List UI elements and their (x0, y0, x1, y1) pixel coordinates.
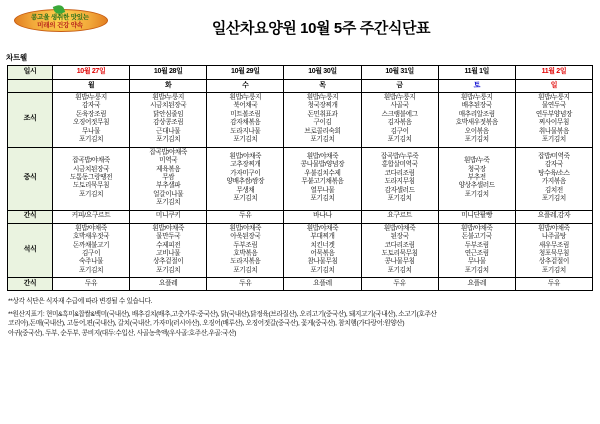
footnote-origin-line-1: 코리아),돈매(국내산), 고동어,편(국내산), 갈치(국내산, 가자미(러시아산), 오징어(배루산), 오징어젓갈(중국산), 꽃게(중국산), 참치햄(가다랑어:원양산) (8, 320, 405, 328)
footnote-origin-line-2: 아귀(중국산), 두부, 순두부, 콩비지(대두:수입산, 사골농축액(우사골:호주산,우골:국산) (8, 329, 237, 337)
menu-cell-3-0 (53, 223, 130, 278)
menu-item: 김치전 (544, 186, 563, 194)
menu-item: 잡밥/미역죽 (538, 152, 570, 160)
page-header (0, 0, 600, 50)
menu-item: 흰밥/누룽지 (306, 94, 339, 101)
snack-cell-2-3: 바나나 (284, 210, 361, 223)
day-header-4: 금 (361, 80, 438, 93)
snack-cell-4-4: 두유 (361, 278, 438, 291)
menu-item: 흰밥/야채죽 (306, 224, 339, 232)
menu-cell-0-2 (207, 93, 284, 148)
date-header-6: 11월 2일 (515, 66, 592, 80)
row-label-4: 간식 (8, 278, 53, 291)
menu-cell-0-3 (284, 93, 361, 148)
menu-item: 무나물 (82, 127, 101, 135)
menu-item: 고비나물 (156, 250, 181, 257)
menu-item: 미역국 (159, 157, 178, 165)
menu-item: 나주골탕 (541, 233, 566, 241)
menu-item: 감자국 (82, 102, 101, 110)
menu-item: 코다리조림 (384, 169, 415, 177)
menu-item: 포기김치 (310, 266, 335, 274)
menu-item: 물연두국 (541, 102, 566, 110)
menu-item: 도라지볶음 (230, 258, 261, 266)
snack-cell-2-5: 미니단팥빵 (438, 210, 515, 223)
menu-item: 탕수육/소스 (538, 169, 570, 177)
menu-item: 포기김치 (233, 195, 258, 203)
menu-item: 연두부양념장 (535, 110, 572, 118)
menu-item: 포기김치 (387, 195, 412, 203)
menu-item: 우불김치수제 (304, 169, 341, 177)
sheet-tab-label: 차트웰 (6, 53, 27, 62)
menu-item: 흰밥/야채죽 (229, 152, 262, 160)
menu-item: 감상콩조림 (153, 119, 184, 127)
menu-item: 청국장찌개 (307, 102, 338, 110)
menu-item: 감자채볶음 (230, 119, 261, 127)
menu-cell-0-6 (515, 93, 592, 148)
menu-item: 흰밥/야채죽 (538, 224, 570, 232)
menu-item: 김구이 (390, 127, 409, 135)
menu-item: 배추된장국 (461, 102, 492, 110)
menu-item: 상추겉절이 (538, 258, 569, 266)
menu-cell-3-6 (515, 223, 592, 278)
snack-cell-4-5: 요플레 (438, 278, 515, 291)
menu-item: 물만두국 (156, 233, 181, 241)
page-title: 일산차요양원 10월 5주 주간식단표 (211, 19, 431, 37)
menu-item: 양배추쌈/쌈장 (226, 178, 265, 186)
table-row (8, 93, 593, 148)
footnote-origin (8, 310, 600, 339)
menu-item: 시금치된장국 (150, 102, 187, 110)
menu-item: 어묵볶음 (310, 250, 335, 257)
menu-item: 호박새우젓볶음 (455, 119, 498, 127)
menu-item: 흰밥/야채죽 (460, 224, 493, 232)
menu-cell-1-1 (130, 147, 207, 210)
menu-item: 아욱된장국 (230, 233, 261, 241)
menu-item: 닭안심줄임 (153, 110, 184, 118)
menu-item: 도토리묵무침 (381, 250, 418, 257)
organization-logo (8, 7, 112, 47)
menu-item: 포기김치 (387, 266, 412, 274)
menu-item: 포기김치 (464, 190, 489, 198)
menu-cell-0-0 (53, 93, 130, 148)
date-header-4: 10월 31일 (361, 66, 438, 80)
footnotes (8, 297, 600, 338)
menu-item: 된장국 (390, 233, 409, 241)
menu-item: 청국장 (467, 165, 486, 173)
menu-cell-1-3 (284, 147, 361, 210)
row-label-3: 석식 (8, 223, 53, 278)
menu-cell-1-0 (53, 147, 130, 210)
menu-cell-0-4 (361, 93, 438, 148)
menu-item: 도라지무침 (384, 178, 415, 186)
menu-cell-3-4 (361, 223, 438, 278)
snack-cell-2-6: 요플레,감자 (515, 210, 592, 223)
snack-cell-2-0: 커피/요구르트 (53, 210, 130, 223)
menu-item: 흰밥/야채죽 (383, 224, 416, 232)
menu-item: 포기김치 (79, 190, 104, 198)
row-label-1: 중식 (8, 147, 53, 210)
menu-item: 흰밥/누룽지 (383, 94, 416, 101)
snack-cell-4-0: 두유 (53, 278, 130, 291)
menu-item: 치킨너겟 (310, 241, 335, 249)
snack-cell-4-6: 두유 (515, 278, 592, 291)
menu-item: 잡곡밥/야채죽 (72, 157, 110, 165)
menu-cell-1-2 (207, 147, 284, 210)
menu-item: 콩나물무침 (384, 258, 415, 266)
menu-item: 김자볶음 (387, 119, 412, 127)
snack-cell-4-2: 두유 (207, 278, 284, 291)
menu-item: 매추리알조림 (458, 110, 495, 118)
day-header-3: 목 (284, 80, 361, 93)
menu-item: 감자국 (544, 161, 563, 169)
menu-item: 잡곡밥/야채죽 (149, 148, 188, 156)
menu-item: 북어채국 (233, 102, 258, 110)
logo-line-2: 미래의 건강 약속 (37, 22, 83, 29)
day-header-0: 월 (53, 80, 130, 93)
menu-item: 무나물 (467, 258, 486, 266)
menu-item: 흰밥/야채죽 (229, 224, 262, 232)
menu-cell-0-5 (438, 93, 515, 148)
date-header-3: 10월 30일 (284, 66, 361, 80)
menu-item: 포기김치 (387, 136, 412, 144)
menu-item: 열무나물 (310, 186, 335, 194)
snack-cell-2-4: 요구르트 (361, 210, 438, 223)
menu-cell-1-5 (438, 147, 515, 210)
menu-item: 두부조림 (464, 241, 489, 249)
snack-cell-2-2: 두유 (207, 210, 284, 223)
menu-item: 흰밥/누룽지 (152, 94, 184, 101)
menu-item: 포기김치 (310, 136, 335, 144)
menu-item: 포기김치 (79, 136, 104, 144)
snack-cell-4-1: 요플레 (130, 278, 207, 291)
menu-item: 흰밥/야채죽 (306, 152, 339, 160)
menu-item: 얼갈이나물 (153, 190, 184, 198)
menu-item: 흰밥/누룽지 (538, 94, 570, 101)
menu-item: 근대나물 (156, 127, 181, 135)
date-header-0: 10월 27일 (53, 66, 130, 80)
menu-item: 시금치된장국 (73, 165, 110, 173)
menu-item: 무쌈 (162, 173, 175, 181)
menu-item: 잡곡밥/누루죽 (380, 152, 419, 160)
menu-item: 돈까채불고기 (73, 241, 110, 249)
menu-item: 돈불고기국 (461, 233, 492, 241)
menu-item: 포기김치 (156, 199, 181, 207)
row-label-2: 간식 (8, 210, 53, 223)
menu-item: 가지볶음 (541, 178, 566, 186)
menu-item: 포기김치 (156, 266, 181, 274)
menu-item: 가자미구이 (230, 169, 261, 177)
menu-item: 흰밥/누죽 (463, 157, 490, 165)
menu-item: 호박볶음 (233, 250, 258, 257)
menu-item: 호박새우젓국 (73, 233, 110, 241)
table-row (8, 278, 593, 291)
menu-item: 흰밥/누룽지 (460, 94, 493, 101)
menu-item: 포기김치 (464, 266, 489, 274)
menu-item: 도토리묵무침 (73, 182, 110, 190)
menu-item: 포기김치 (541, 266, 566, 274)
menu-item: 구이김 (313, 119, 332, 127)
menu-item: 돈민취표과 (307, 110, 338, 118)
menu-item: 포기김치 (541, 195, 566, 203)
menu-cell-0-1 (130, 93, 207, 148)
menu-item: 포기김치 (310, 195, 335, 203)
table-row (8, 210, 593, 223)
menu-item: 코다리조림 (384, 241, 415, 249)
day-header-2: 수 (207, 80, 284, 93)
menu-item: 포기김치 (541, 136, 566, 144)
menu-item: 두부조림 (233, 241, 258, 249)
date-header-2: 10월 29일 (207, 66, 284, 80)
menu-item: 오징어젓무침 (73, 119, 110, 127)
menu-item: 제육볶음 (156, 165, 181, 173)
menu-item: 부추전 (467, 173, 486, 181)
footnote-variation: **상각 식단은 식자재 수급에 따라 변경될 수 있습니다. (8, 298, 153, 306)
menu-item: 감자샐러드 (384, 186, 415, 194)
menu-item: 상추겉절이 (153, 258, 184, 266)
day-header-1: 화 (130, 80, 207, 93)
menu-item: 브로콜리숙회 (304, 127, 341, 135)
menu-item: 부대찌개 (310, 233, 335, 241)
day-header-5: 토 (438, 80, 515, 93)
weekly-menu-table (7, 65, 593, 291)
menu-item: 찌사이무침 (538, 119, 569, 127)
menu-cell-1-6 (515, 147, 592, 210)
menu-item: 스크램블에그 (381, 110, 418, 118)
menu-cell-1-4 (361, 147, 438, 210)
corner-label: 일시 (8, 66, 53, 80)
menu-item: 숙주나물 (79, 258, 104, 266)
menu-item: 홍합살미역국 (381, 161, 418, 169)
menu-item: 양상추샐러드 (458, 182, 495, 190)
menu-cell-3-3 (284, 223, 361, 278)
menu-cell-3-5 (438, 223, 515, 278)
menu-item: 돈육장조림 (76, 110, 107, 118)
table-row (8, 223, 593, 278)
logo-line-1: 콩고울 생취한 맛있는 (31, 14, 89, 21)
menu-item: 새우무조림 (538, 241, 569, 249)
menu-item: 포기김치 (79, 266, 104, 274)
table-header-days (8, 80, 593, 93)
menu-item: 김구이 (82, 250, 101, 257)
menu-item: 흰밥/야채죽 (152, 224, 184, 232)
row-label-0: 조식 (8, 93, 53, 148)
menu-item: 흰밥/누룽지 (75, 94, 107, 101)
date-header-1: 10월 28일 (130, 66, 207, 80)
menu-item: 포기김치 (233, 266, 258, 274)
menu-item: 수제피전 (156, 241, 181, 249)
menu-item: 포기김치 (233, 136, 258, 144)
table-row (8, 147, 593, 210)
menu-item: 청포묵무침 (538, 250, 569, 257)
menu-cell-3-1 (130, 223, 207, 278)
menu-item: 도톰동그랑땡전 (70, 173, 113, 181)
menu-item: 콩나물밥/양념장 (300, 161, 345, 169)
table-header-dates (8, 66, 593, 80)
menu-item: 고추장찌개 (230, 161, 261, 169)
day-corner-label (8, 80, 53, 93)
menu-item: 사골국 (390, 102, 409, 110)
menu-item: 취나물볶음 (538, 127, 569, 135)
menu-item: 참나물무침 (307, 258, 338, 266)
menu-item: 오이볶음 (464, 127, 489, 135)
menu-item: 흰밥/누룽지 (229, 94, 262, 101)
footnote-origin-line-0: **원산지표기: 현미&흑미&찹쌀&백미(국내산), 배추김치(배추,고춧가루:중국산), 닭(국내산),닭정육(브라질산), 오리고기(중국산), 돼지고기(국내산), 소고기(호주산 (8, 310, 437, 318)
snack-cell-2-1: 미니쿠키 (130, 210, 207, 223)
menu-item: 무생채 (236, 186, 255, 194)
day-header-6: 일 (515, 80, 592, 93)
date-header-5: 11월 1일 (438, 66, 515, 80)
menu-item: 흰밥/야채죽 (75, 224, 107, 232)
snack-cell-4-3: 요플레 (284, 278, 361, 291)
menu-item: 무붙고기채볶음 (301, 178, 344, 186)
menu-item: 도라지나물 (230, 127, 261, 135)
menu-item: 미트볼조림 (230, 110, 261, 118)
menu-item: 연근조림 (464, 250, 489, 257)
menu-item: 포기김치 (464, 136, 489, 144)
menu-item: 포기김치 (156, 136, 181, 144)
menu-cell-3-2 (207, 223, 284, 278)
menu-item: 부추샐파 (156, 182, 181, 190)
